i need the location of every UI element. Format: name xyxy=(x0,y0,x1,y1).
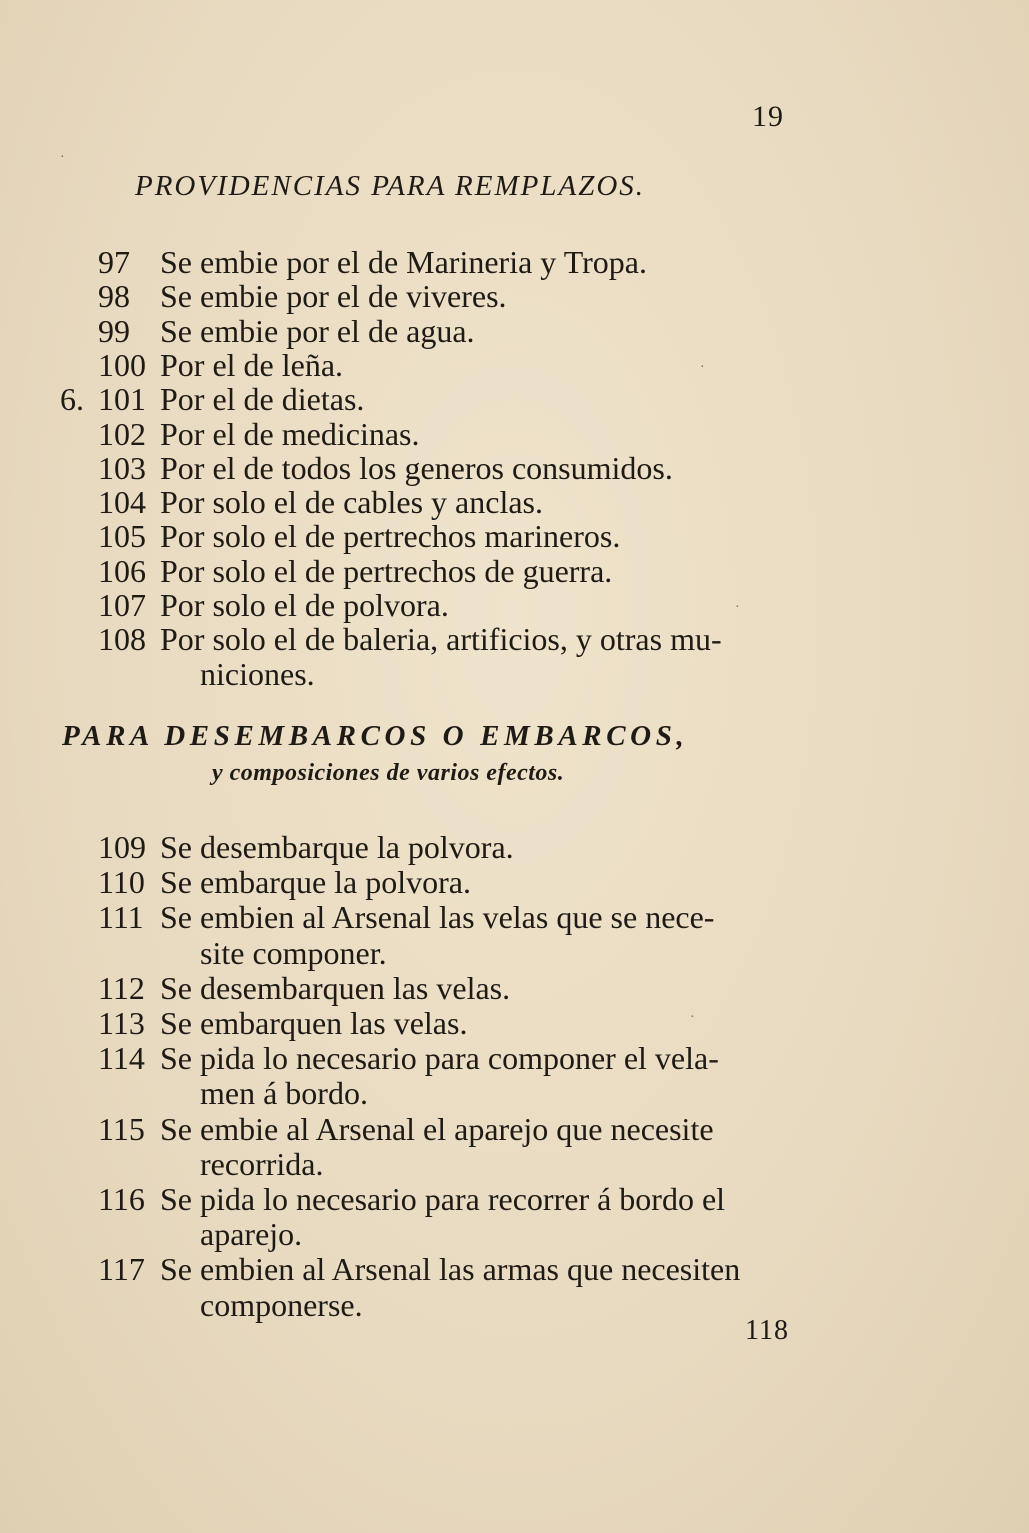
page-number: 19 xyxy=(752,100,784,133)
entry-text: Por solo el de baleria, artificios, y otras mu- xyxy=(160,621,722,658)
entry-text-continued: men á bordo. xyxy=(200,1075,368,1112)
entry-text: Se embie por el de agua. xyxy=(160,312,475,349)
entry-text: Por el de dietas. xyxy=(160,381,365,418)
entry-number: 105 xyxy=(98,518,146,555)
margin-number: 6. xyxy=(60,381,84,418)
entry-text: Se desembarquen las velas. xyxy=(160,969,511,1006)
margin-speck: · xyxy=(690,1010,695,1025)
entry-text-continued: aparejo. xyxy=(200,1216,303,1253)
entry-number: 113 xyxy=(98,1005,145,1041)
entry-number: 111 xyxy=(98,899,144,936)
entry-text: Se embie por el de Marineria y Tropa. xyxy=(160,244,647,280)
entry-number: 116 xyxy=(98,1181,145,1217)
entry-number: 112 xyxy=(98,969,145,1006)
entry-number: 109 xyxy=(98,829,146,865)
entry-number: 101 xyxy=(98,381,146,418)
entry-number: 100 xyxy=(98,346,146,383)
entry-number: 114 xyxy=(98,1040,145,1077)
catchword: 118 xyxy=(745,1315,789,1346)
entry-text: Se embien al Arsenal las velas que se nece- xyxy=(160,899,715,936)
entry-number: 117 xyxy=(98,1251,145,1288)
entry-text-continued: componerse. xyxy=(200,1286,363,1323)
entry-text: Por el de medicinas. xyxy=(160,415,420,452)
entry-number: 107 xyxy=(98,587,146,623)
entry-text: Por solo el de polvora. xyxy=(160,587,449,623)
section-subheading-composiciones: y composiciones de varios efectos. xyxy=(212,760,565,786)
entry-text: Se pida lo necesario para recorrer á bordo el xyxy=(160,1181,726,1217)
margin-speck: · xyxy=(60,150,65,165)
section-heading-remplazos: PROVIDENCIAS PARA REMPLAZOS. xyxy=(135,170,646,202)
entry-text: Por solo el de cables y anclas. xyxy=(160,484,543,521)
entry-number: 115 xyxy=(98,1110,145,1147)
entry-text-continued: site componer. xyxy=(200,934,387,971)
entry-text: Se embarquen las velas. xyxy=(160,1005,468,1041)
margin-speck: · xyxy=(700,360,705,375)
entry-number: 104 xyxy=(98,484,146,521)
entry-number: 103 xyxy=(98,449,146,486)
section-heading-desembarcos: PARA DESEMBARCOS O EMBARCOS, xyxy=(62,720,689,752)
entry-text: Por solo el de pertrechos marineros. xyxy=(160,518,621,555)
entry-number: 102 xyxy=(98,415,146,452)
entry-text-continued: recorrida. xyxy=(200,1145,324,1182)
entry-number: 106 xyxy=(98,552,146,589)
entry-text-continued: niciones. xyxy=(200,655,315,692)
entry-text: Se embie al Arsenal el aparejo que necesite xyxy=(160,1110,714,1147)
margin-speck: · xyxy=(735,600,740,615)
entry-number: 99 xyxy=(98,312,130,349)
entry-text: Por el de todos los generos consumidos. xyxy=(160,449,673,486)
entry-text: Se desembarque la polvora. xyxy=(160,829,514,865)
entry-number: 97 xyxy=(98,244,130,280)
entry-text: Se embie por el de viveres. xyxy=(160,278,507,315)
entry-number: 110 xyxy=(98,864,145,901)
entry-number: 98 xyxy=(98,278,130,315)
entry-text: Por el de leña. xyxy=(160,346,344,383)
entry-text: Se embien al Arsenal las armas que necesiten xyxy=(160,1251,741,1288)
entry-text: Por solo el de pertrechos de guerra. xyxy=(160,552,613,589)
entry-number: 108 xyxy=(98,621,146,658)
entry-text: Se embarque la polvora. xyxy=(160,864,471,901)
entry-text: Se pida lo necesario para componer el vela- xyxy=(160,1040,719,1077)
